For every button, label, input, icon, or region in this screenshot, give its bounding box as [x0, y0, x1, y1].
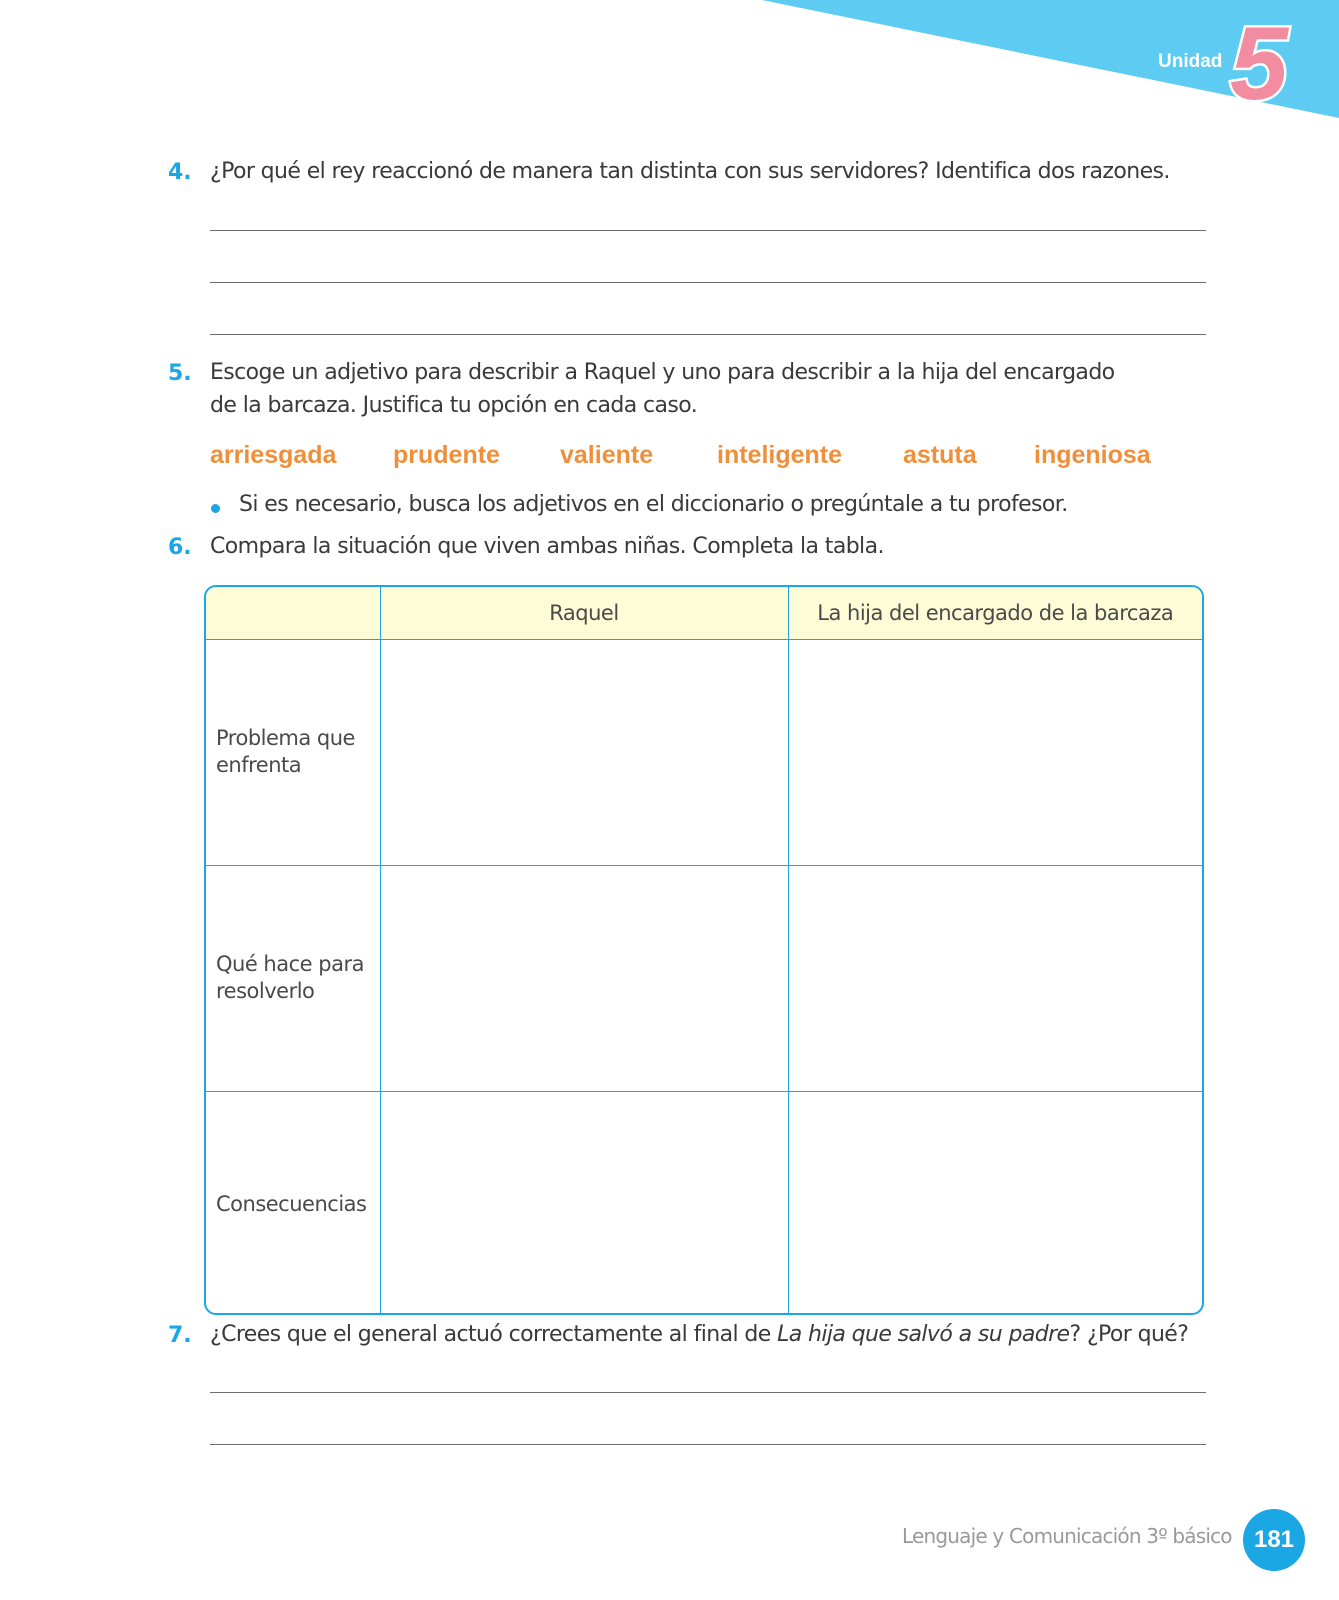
question-7-text [210, 1318, 1190, 1351]
answer-cell[interactable] [788, 1091, 1202, 1315]
answer-line[interactable] [210, 1444, 1206, 1445]
row-label-line: resolverlo [216, 979, 315, 1003]
question-6-text: Compara la situación que viven ambas niñas. Completa la tabla. [210, 534, 884, 559]
question-7-story-title: La hija que salvó a su padre [777, 1322, 1070, 1347]
unit-banner [0, 0, 1339, 130]
table-row [206, 1091, 1202, 1315]
unit-label: Unidad [1158, 51, 1223, 72]
answer-line[interactable] [210, 334, 1206, 335]
answer-line[interactable] [210, 1392, 1206, 1393]
table-row [206, 865, 1202, 1091]
question-5-number: 5. [168, 361, 192, 386]
question-5-hint: Si es necesario, busca los adjetivos en el diccionario o pregúntale a tu profesor. [239, 492, 1068, 517]
table-row [206, 639, 1202, 865]
adjective-option: arriesgada [210, 441, 337, 469]
table-header-raquel: Raquel [380, 587, 788, 639]
question-7-text-after: ? ¿Por qué? [1069, 1322, 1189, 1347]
unit-number: 5 [1230, 6, 1288, 122]
answer-cell[interactable] [380, 639, 788, 865]
row-label-consecuencias [206, 1091, 380, 1315]
row-label-line: Problema que [216, 726, 355, 750]
answer-line[interactable] [210, 230, 1206, 231]
question-7-number: 7. [168, 1323, 192, 1348]
answer-cell[interactable] [788, 639, 1202, 865]
answer-cell[interactable] [380, 1091, 788, 1315]
question-5-text-line2: de la barcaza. Justifica tu opción en cada caso. [210, 393, 698, 418]
row-label-line: Qué hace para [216, 952, 364, 976]
page-number-badge: 181 [1243, 1509, 1305, 1571]
question-6-number: 6. [168, 535, 192, 560]
adjective-option: ingeniosa [1034, 441, 1151, 469]
row-label-que-hace [206, 865, 380, 1091]
row-label-line: Consecuencias [216, 1191, 367, 1216]
row-label-line: enfrenta [216, 753, 302, 777]
adjective-option: inteligente [717, 441, 843, 469]
book-title: Lenguaje y Comunicación 3º básico [902, 1524, 1232, 1548]
answer-cell[interactable] [788, 865, 1202, 1091]
bullet-dot-icon [211, 504, 220, 513]
question-4-text: ¿Por qué el rey reaccionó de manera tan distinta con sus servidores? Identifica dos razones. [210, 159, 1170, 184]
answer-cell[interactable] [380, 865, 788, 1091]
table-header-hija: La hija del encargado de la barcaza [788, 587, 1202, 639]
question-7-text-before: ¿Crees que el general actuó correctamente al final de [210, 1322, 778, 1347]
question-4-number: 4. [168, 160, 192, 185]
adjective-option: astuta [903, 441, 977, 469]
adjective-option: prudente [393, 441, 500, 469]
question-5-text-line1: Escoge un adjetivo para describir a Raquel y uno para describir a la hija del encargado [210, 360, 1115, 385]
adjective-option: valiente [560, 441, 654, 469]
answer-line[interactable] [210, 282, 1206, 283]
table-header-empty [206, 587, 380, 639]
row-label-problema [206, 639, 380, 865]
comparison-table [204, 585, 1204, 1315]
